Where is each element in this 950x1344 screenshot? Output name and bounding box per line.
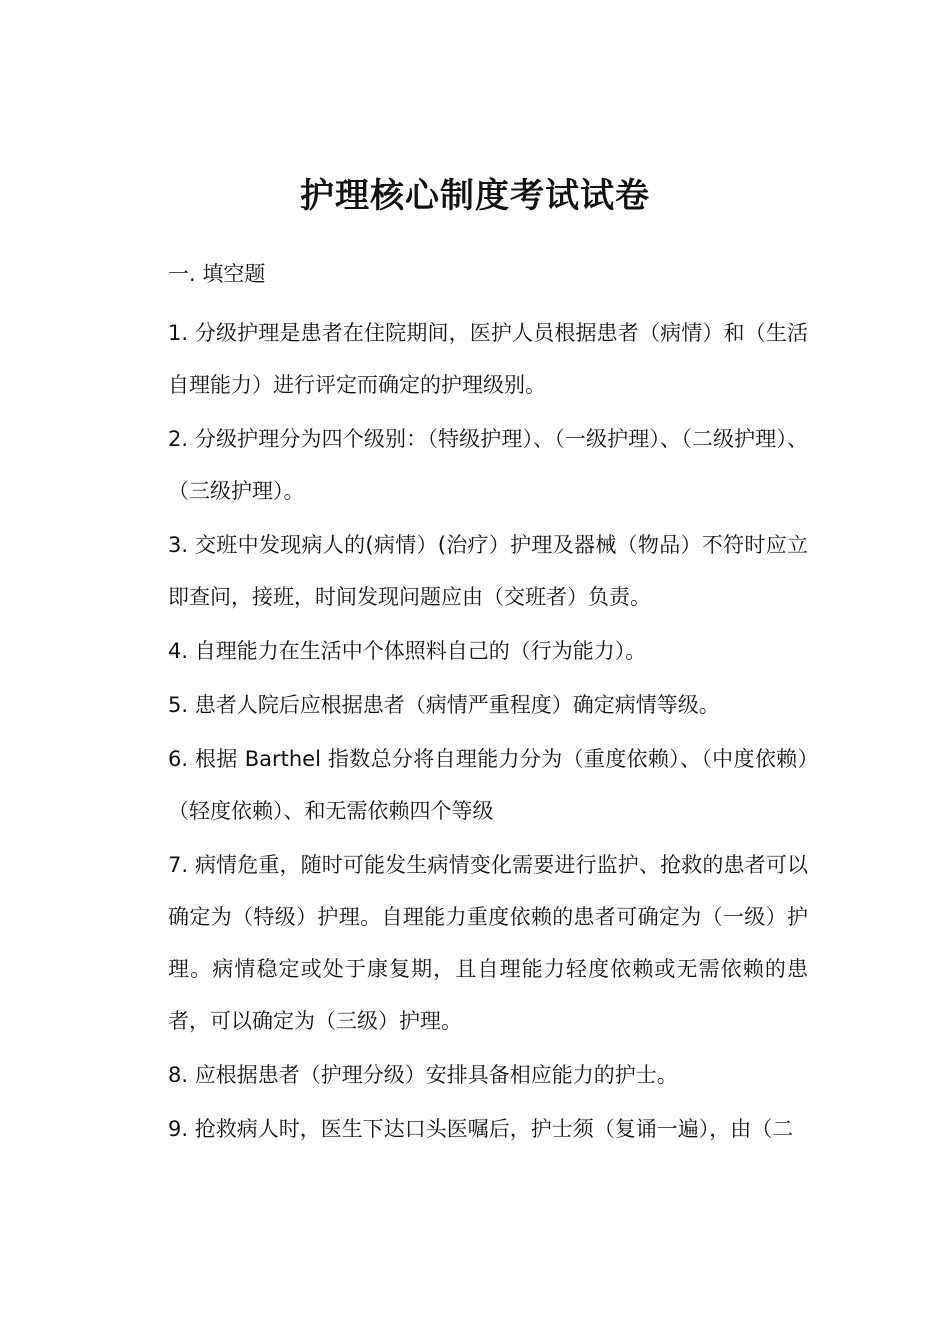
question-3: 3. 交班中发现病人的(病情）(治疗）护理及器械（物品）不符时应立即查问，接班，时间发现问题应由（交班者）负责。 <box>168 533 808 609</box>
section-heading-fill-in: 一. 填空题 <box>168 262 266 286</box>
question-1: 1. 分级护理是患者在住院期间，医护人员根据患者（病情）和（生活自理能力）进行评定而确定的护理级别。 <box>168 321 808 397</box>
exam-body <box>168 252 808 1157</box>
question-6: 6. 根据 Barthel 指数总分将自理能力分为（重度依赖）、（中度依赖）（轻度依赖）、和无需依赖四个等级 <box>168 747 808 823</box>
page-title: 护理核心制度考试试卷 <box>300 176 650 216</box>
question-8: 8. 应根据患者（护理分级）安排具备相应能力的护士。 <box>168 1063 678 1087</box>
question-4: 4. 自理能力在生活中个体照料自己的（行为能力）。 <box>168 639 647 663</box>
question-2: 2. 分级护理分为四个级别：（特级护理）、（一级护理）、（二级护理）、（三级护理）。 <box>168 427 808 503</box>
question-5: 5. 患者人院后应根据患者（病情严重程度）确定病情等级。 <box>168 693 720 717</box>
question-7: 7. 病情危重，随时可能发生病情变化需要进行监护、抢救的患者可以确定为（特级）护理。自理能力重度依赖的患者可确定为（一级）护理。病情稳定或处于康复期，且自理能力轻度依赖或无需依赖的患者，可以确定为（三级）护理。 <box>168 853 808 1033</box>
question-9: 9. 抢救病人时，医生下达口头医嘱后，护士须（复诵一遍），由（二 <box>168 1117 794 1141</box>
